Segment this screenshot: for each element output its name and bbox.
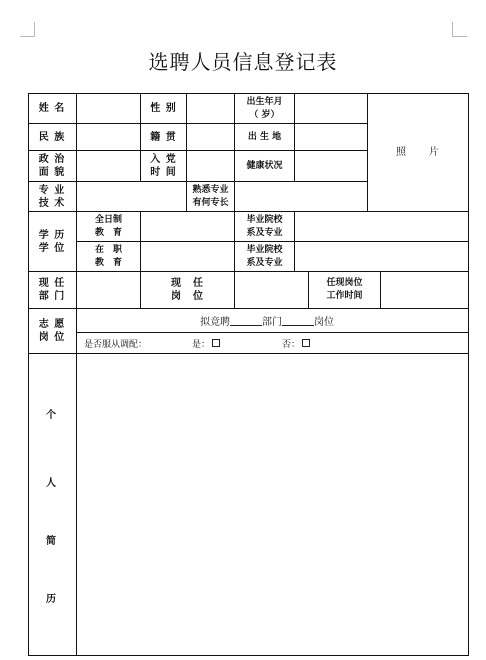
label-post-work-time: 任现岗位 工作时间 — [326, 278, 363, 301]
technical-title-field[interactable] — [77, 182, 186, 211]
health-field[interactable] — [295, 151, 367, 181]
post-suffix: 岗位 — [314, 317, 334, 328]
label-political-status: 政 治 面 貌 — [38, 154, 66, 178]
label-party-join-time: 入 党 时 间 — [150, 154, 177, 178]
yes-checkbox[interactable] — [212, 339, 220, 347]
inservice-graduate-school-field[interactable] — [295, 242, 468, 271]
dept-suffix: 部门 — [262, 317, 282, 328]
label-photo: 照 片 — [396, 147, 440, 158]
label-gender: 性 别 — [150, 103, 177, 114]
label-health: 健康状况 — [246, 160, 283, 171]
gender-field[interactable] — [187, 94, 234, 123]
yes-label: 是： — [192, 339, 211, 350]
post-blank-input[interactable] — [282, 315, 314, 326]
label-native-place: 籍 贯 — [150, 131, 177, 143]
label-familiar-major: 熟悉专业 有何专长 — [192, 184, 229, 208]
dept-blank-input[interactable] — [230, 315, 262, 326]
label-intended-post: 志 愿 岗 位 — [38, 319, 66, 343]
resume-label-char: 个 — [46, 410, 56, 421]
resume-label-char: 简 — [46, 536, 56, 547]
label-name: 姓 名 — [38, 103, 66, 114]
table-border-bottom — [28, 655, 469, 656]
party-join-time-field[interactable] — [187, 151, 234, 181]
resume-label-char: 人 — [46, 478, 56, 489]
intended-post-line — [200, 309, 334, 332]
name-field[interactable] — [77, 94, 140, 123]
label-inservice-education: 在 职 教 育 — [94, 244, 122, 268]
label-technical-title: 专 业 技 术 — [38, 184, 66, 209]
current-post-field[interactable] — [235, 272, 308, 308]
obey-allocation-line — [84, 333, 147, 353]
label-inservice-graduate-school: 毕业院校 系及专业 — [246, 244, 283, 268]
obey-yes-option — [192, 333, 220, 353]
table-border-right — [468, 93, 469, 656]
label-ethnicity: 民 族 — [38, 131, 66, 143]
no-checkbox[interactable] — [302, 339, 310, 347]
resume-field[interactable] — [77, 354, 468, 655]
familiar-major-field[interactable] — [235, 182, 367, 211]
fulltime-education-field[interactable] — [141, 212, 234, 241]
native-place-field[interactable] — [187, 124, 234, 150]
fulltime-graduate-school-field[interactable] — [295, 212, 468, 241]
obey-label: 是否服从调配： — [84, 339, 148, 350]
no-label: 否： — [282, 339, 301, 350]
ethnicity-field[interactable] — [77, 124, 140, 150]
label-fulltime-education: 全日制 教 育 — [94, 214, 122, 238]
post-work-time-field[interactable] — [381, 272, 468, 308]
label-birth-date: 出生年月 （ 岁） — [246, 96, 283, 120]
label-birthplace: 出 生 地 — [247, 131, 282, 142]
document-title: 选聘人员信息登记表 — [148, 50, 338, 74]
label-fulltime-graduate-school: 毕业院校 系及专业 — [246, 214, 283, 238]
label-current-department: 现 任 部 门 — [38, 278, 66, 302]
political-status-field[interactable] — [77, 151, 140, 181]
birth-date-field[interactable] — [295, 94, 367, 123]
label-education-degree: 学 历 学 位 — [38, 229, 66, 254]
label-current-post: 现 任 岗 位 — [171, 278, 204, 302]
obey-no-option — [282, 333, 310, 353]
birthplace-field[interactable] — [295, 124, 367, 150]
resume-label-char: 历 — [46, 594, 56, 605]
current-department-field[interactable] — [77, 272, 140, 308]
inservice-education-field[interactable] — [141, 242, 234, 271]
plan-prefix: 拟竞聘 — [200, 317, 230, 328]
